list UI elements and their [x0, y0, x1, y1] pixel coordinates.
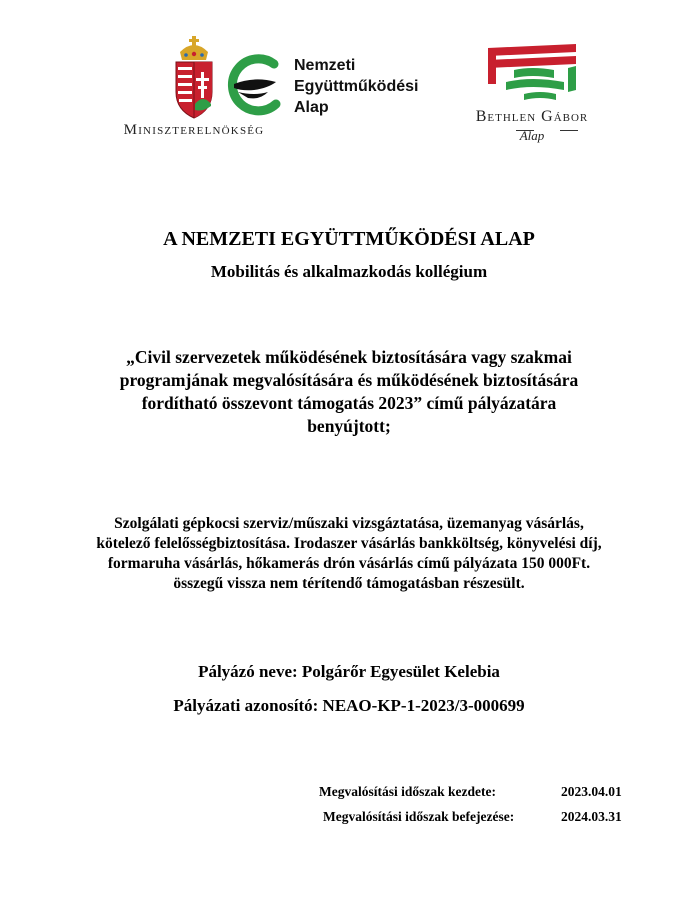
grant-summary [0, 514, 698, 594]
nea-wordmark-line1: Nemzeti [294, 57, 356, 74]
bga-logo [432, 40, 632, 150]
nea-wordmark-line3: Alap [294, 99, 329, 116]
bga-name: Bethlen Gábor [475, 108, 589, 125]
call-description [0, 346, 698, 438]
bethlen-gabor-emblem-icon [484, 40, 580, 104]
summary-line: Szolgálati gépkocsi szerviz/műszaki vizsgáztatása, üzemanyag vásárlás, [114, 515, 584, 532]
summary-line: formaruha vásárlás, hőkamerás drón vásárlás című pályázata 150 000Ft. [107, 555, 591, 572]
document-subtitle: Mobilitás és alkalmazkodás kollégium [210, 262, 488, 281]
period-end-label: Megvalósítási időszak befejezése: [323, 809, 515, 824]
ministry-caption: Miniszterelnökség [123, 122, 265, 138]
call-line: benyújtott; [307, 416, 391, 436]
application-id: Pályázati azonosító: NEAO-KP-1-2023/3-000699 [173, 696, 525, 715]
call-line: fordítható összevont támogatás 2023” című pályázatára [141, 393, 557, 413]
applicant-name: Pályázó neve: Polgárőr Egyesület Kelebia [198, 662, 500, 681]
summary-line: összegű vissza nem térítendő támogatásban részesült. [173, 575, 525, 592]
nea-circle-logo-icon [224, 52, 290, 124]
summary-line: kötelező felelősségbiztosítása. Irodaszer vásárlás bankköltség, könyvelési díj, [96, 535, 602, 552]
document-title: A NEMZETI EGYÜTTMŰKÖDÉSI ALAP [163, 228, 535, 250]
call-line: programjának megvalósítására és működésének biztosítására [119, 370, 579, 390]
period-start-value: 2023.04.01 [561, 784, 622, 799]
nea-logo [224, 52, 434, 124]
period-start-label: Megvalósítási időszak kezdete: [319, 784, 496, 799]
period-end-value: 2024.03.31 [561, 809, 622, 824]
bga-sub: Alap [519, 128, 545, 143]
nea-wordmark-line2: Együttműködési [294, 78, 419, 95]
call-line: „Civil szervezetek működésének biztosítására vagy szakmai [126, 347, 572, 367]
